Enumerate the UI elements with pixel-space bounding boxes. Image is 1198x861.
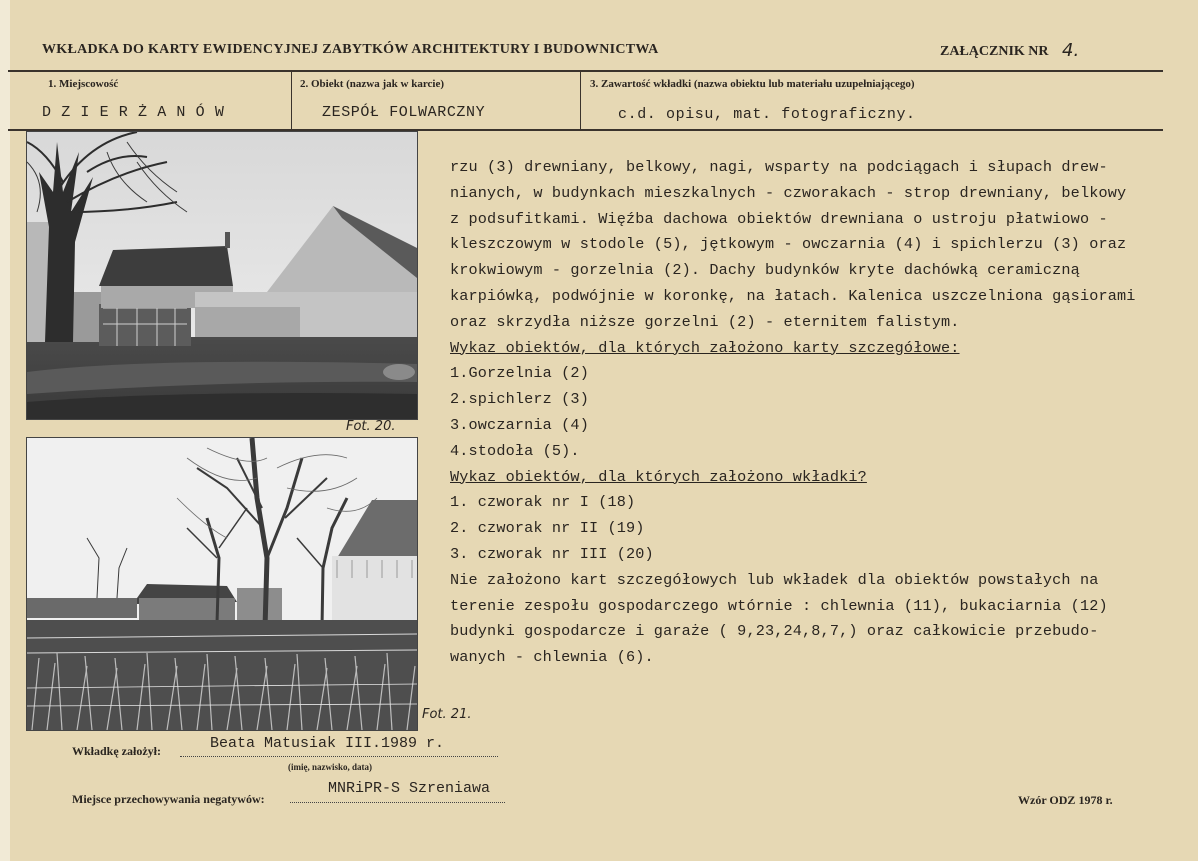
- photo2-caption: Fot. 21.: [422, 707, 472, 722]
- cards-list-item: 3.owczarnia (4): [450, 415, 589, 434]
- author-value: Beata Matusiak III.1989 r.: [210, 735, 445, 752]
- closing-line: wanych - chlewnia (6).: [450, 648, 654, 667]
- description-line: krokwiowym - gorzelnia (2). Dachy budynków kryte dachówką ceramiczną: [450, 261, 1080, 280]
- place-value: D Z I E R Ż A N Ó W: [42, 104, 225, 121]
- description-line: nianych, w budynkach mieszkalnych - czworakach - strop drewniany, belkowy: [450, 183, 1127, 202]
- field-divider-1: [291, 72, 292, 129]
- author-line: [180, 756, 498, 757]
- author-hint: (imię, nazwisko, data): [288, 762, 372, 772]
- description-line: rzu (3) drewniany, belkowy, nagi, wsparty na podciągach i słupach drew-: [450, 158, 1108, 176]
- author-label: Wkładkę założył:: [72, 744, 161, 758]
- description-line: oraz skrzydła niższe gorzelni (2) - eternitem falistym.: [450, 312, 960, 331]
- object-value: ZESPÓŁ FOLWARCZNY: [322, 104, 486, 121]
- closing-line: Nie założono kart szczegółowych lub wkładek dla obiektów powstałych na: [450, 570, 1099, 589]
- inserts-list-item: 3. czworak nr III (20): [450, 544, 654, 563]
- description-line: kleszczowym w stodole (5), jętkowym - owczarnia (4) i spichlerzu (3) oraz: [450, 235, 1127, 254]
- cards-list-item: 1.Gorzelnia (2): [450, 364, 589, 383]
- cards-list-item: 2.spichlerz (3): [450, 390, 589, 409]
- photo-field-and-trees: [26, 437, 418, 731]
- cards-list-heading: Wykaz obiektów, dla których założono karty szczegółowe:: [450, 338, 960, 357]
- negatives-label: Miejsce przechowywania negatywów:: [72, 792, 265, 806]
- photo-farm-buildings: [26, 131, 418, 420]
- place-label: 1. Miejscowość: [48, 78, 119, 90]
- field-divider-2: [580, 72, 581, 129]
- content-value: c.d. opisu, mat. fotograficzny.: [618, 106, 916, 123]
- object-label: 2. Obiekt (nazwa jak w karcie): [300, 78, 445, 90]
- photo1-caption: Fot. 20.: [346, 419, 396, 434]
- content-label: 3. Zawartość wkładki (nazwa obiektu lub materiału uzupełniającego): [590, 78, 915, 90]
- inserts-list-item: 2. czworak nr II (19): [450, 519, 645, 538]
- cards-list-item: 4.stodoła (5).: [450, 441, 580, 460]
- description-line: karpiówką, podwójnie w koronkę, na łatach. Kalenica uszczelniona gąsiorami: [450, 286, 1136, 305]
- form-label: Wzór ODZ 1978 r.: [1018, 793, 1113, 807]
- description-text: [450, 155, 1170, 671]
- annex-label: ZAŁĄCZNIK NR: [940, 44, 1049, 59]
- closing-line: terenie zespołu gospodarczego wtórnie : chlewnia (11), bukaciarnia (12): [450, 596, 1108, 615]
- annex-number: 4.: [1062, 40, 1080, 61]
- description-line: z podsufitkami. Więźba dachowa obiektów drewniana o ustroju płatwiowo -: [450, 209, 1108, 228]
- negatives-line: [290, 802, 505, 803]
- inserts-list-heading: Wykaz obiektów, dla których założono wkładki?: [450, 467, 867, 486]
- card-title: WKŁADKA DO KARTY EWIDENCYJNEJ ZABYTKÓW ARCHITEKTURY I BUDOWNICTWA: [42, 42, 659, 57]
- inserts-list-item: 1. czworak nr I (18): [450, 493, 636, 512]
- top-rule: [8, 70, 1163, 72]
- negatives-value: MNRiPR-S Szreniawa: [328, 780, 491, 797]
- closing-line: budynki gospodarcze i garaże ( 9,23,24,8,7,) oraz całkowicie przebudo-: [450, 622, 1099, 641]
